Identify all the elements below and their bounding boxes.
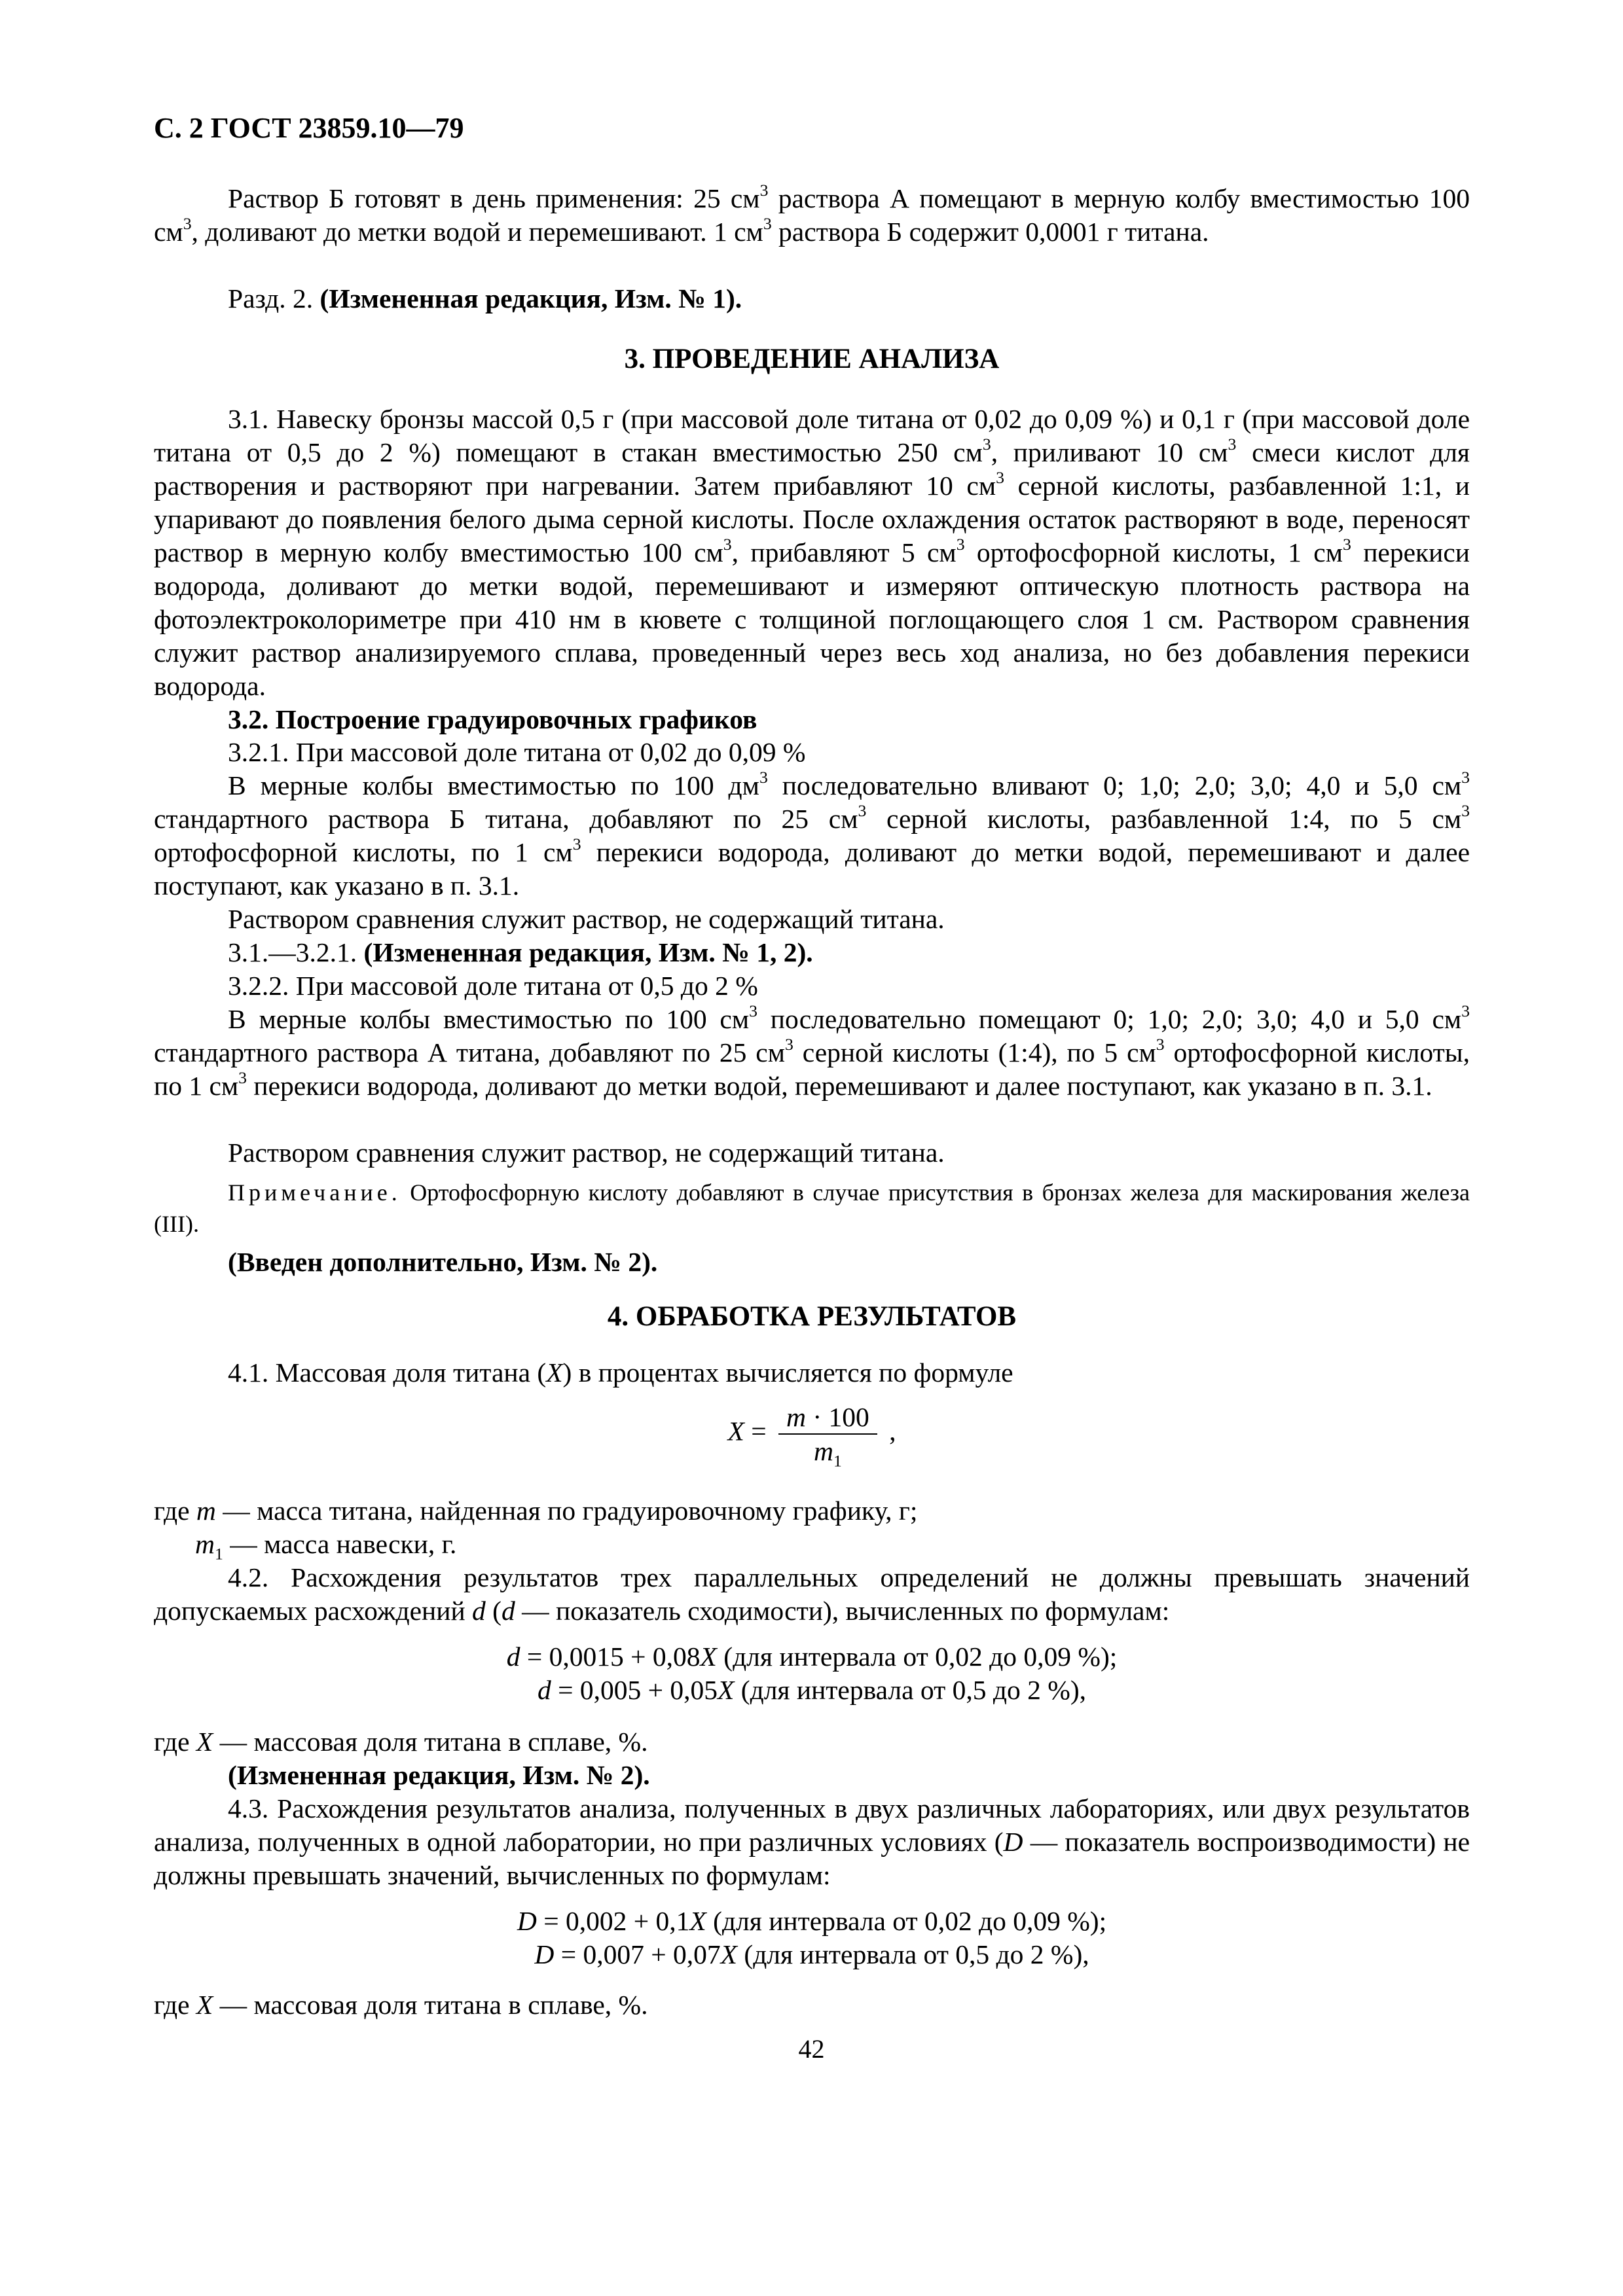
- section-4-heading: 4. ОБРАБОТКА РЕЗУЛЬТАТОВ: [607, 1301, 1017, 1332]
- paragraph-4-3: 4.3. Расхождения результатов анализа, полученных в двух различных лабораториях, или двух результатов анализа, полученных в одной лаборатории, но при различных условиях (D — показатель воспроизводимости) не должны превышать значений, вычисленных по формулам:: [154, 1793, 1470, 1890]
- where-m1: $m_1$ — масса навески, г.: [195, 1529, 457, 1564]
- formula-D-1: D = 0,002 + 0,1X (для интервала от 0,02 до 0,09 %);: [517, 1906, 1107, 1936]
- where-x-1: где X — массовая доля титана в сплаве, %.: [154, 1727, 648, 1757]
- reference-solution-3-2-1: Раствором сравнения служит раствор, не содержащий титана.: [228, 904, 945, 934]
- formula-d-1: d = 0,0015 + 0,08X (для интервала от 0,02 до 0,09 %);: [506, 1641, 1118, 1672]
- paragraph-3-2-2: В мерные колбы вместимостью по 100 $см^3$ последовательно помещают 0; 1,0; 2,0; 3,0; 4,0 и 5,0 $см^3$ стандартного раствора А титана, добавляют по 25 $см^3$ серной кислоты (1:4), по 5 $см^3$ ортофосфорной кислоты, по 1 $см^3$ перекиси водорода, доливают до метки водой, перемешивают и далее поступают, как указано в п. 3.1.: [154, 1001, 1470, 1101]
- formula-d-2: d = 0,005 + 0,05X (для интервала от 0,5 до 2 %),: [537, 1675, 1087, 1705]
- amendment-note-2: (Измененная редакция, Изм. № 2).: [228, 1760, 650, 1790]
- paragraph-4-2: 4.2. Расхождения результатов трех параллельных определений не должны превышать значений допускаемых расхождений d (d — показатель сходимости), вычисленных по формулам:: [154, 1562, 1470, 1626]
- formula-fraction: $\frac{m \cdot 100}{m_1}$: [778, 1401, 877, 1467]
- paragraph-3-2-1: В мерные колбы вместимостью по 100 $дм^3$ последовательно вливают 0; 1,0; 2,0; 3,0; 4,0 и 5,0 $см^3$ стандартного раствора Б титана, добавляют по 25 $см^3$ серной кислоты, разбавленной 1:4, по 5 $см^3$ ортофосфорной кислоты, по 1 $см^3$ перекиси водорода, доливают до метки водой, перемешивают и далее поступают, как указано в п. 3.1.: [154, 768, 1470, 901]
- subsection-3-2-2-heading: 3.2.2. При массовой доле титана от 0,5 до 2 %: [228, 971, 758, 1001]
- amendment-added-2: (Введен дополнительно, Изм. № 2).: [228, 1247, 658, 1277]
- subsection-3-2-heading: 3.2. Построение градуировочных графиков: [228, 704, 757, 734]
- subsection-3-2-1-heading: 3.2.1. При массовой доле титана от 0,02 до 0,09 %: [228, 737, 806, 767]
- page-number: 42: [798, 2034, 825, 2064]
- reference-solution-3-2-2: Раствором сравнения служит раствор, не содержащий титана.: [228, 1138, 945, 1168]
- formula-x: X = $\frac{m \cdot 100}{m_1}$ ,: [727, 1402, 896, 1471]
- amendment-note-1-2: 3.1.—3.2.1. (Измененная редакция, Изм. № 1, 2).: [228, 937, 813, 967]
- where-m: где m — масса титана, найденная по градуировочному графику, г;: [154, 1496, 918, 1526]
- paragraph-solution-b: Раствор Б готовят в день применения: 25 $см^3$ раствора А помещают в мерную колбу вместимостью 100 $см^3$, доливают до метки водой и перемешивают. 1 $см^3$ раствора Б содержит 0,0001 г титана.: [154, 181, 1470, 247]
- where-x-2: где X — массовая доля титана в сплаве, %.: [154, 1990, 648, 2020]
- section-3-heading: 3. ПРОВЕДЕНИЕ АНАЛИЗА: [624, 344, 1000, 374]
- note: Примечание. Ортофосфорную кислоту добавляют в случае присутствия в бронзах железа для маскирования железа (III).: [154, 1179, 1470, 1237]
- paragraph-4-1: 4.1. Массовая доля титана (X) в процентах вычисляется по формуле: [228, 1357, 1013, 1388]
- paragraph-3-1: 3.1. Навеску бронзы массой 0,5 г (при массовой доле титана от 0,02 до 0,09 %) и 0,1 г (при массовой доле титана от 0,5 до 2 %) помещают в стакан вместимостью 250 $см^3$, приливают 10 $см^3$ смеси кислот для растворения и растворяют при нагревании. Затем прибавляют 10 $см^3$ серной кислоты, разбавленной 1:1, и упаривают до появления белого дыма серной кислоты. После охлаждения остаток растворяют в воде, переносят раствор в мерную колбу вместимостью 100 $см^3$, прибавляют 5 $см^3$ ортофосфорной кислоты, 1 $см^3$ перекиси водорода, доливают до метки водой, перемешивают и измеряют оптическую плотность раствора на фотоэлектроколориметре при 410 нм в кювете с толщиной поглощающего слоя 1 см. Раствором сравнения служит раствор анализируемого сплава, проведенный через весь ход анализа, но без добавления перекиси водорода.: [154, 404, 1470, 701]
- formula-D-2: D = 0,007 + 0,07X (для интервала от 0,5 до 2 %),: [534, 1939, 1089, 1969]
- amendment-note-1: Разд. 2. (Измененная редакция, Изм. № 1).: [228, 283, 742, 314]
- page-header: С. 2 ГОСТ 23859.10—79: [154, 112, 464, 144]
